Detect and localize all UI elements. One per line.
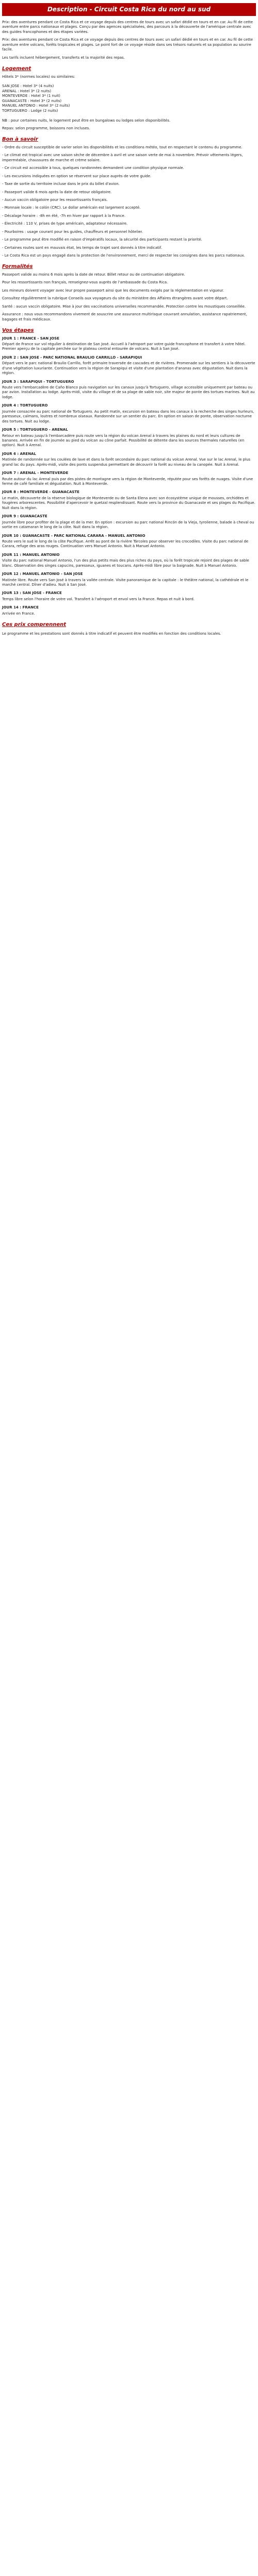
- list-item: Assurance : nous vous recommandons vivement de souscrire une assurance multirisque couvrant annulation, assistance rapatriement, bagages et frais médicaux.: [2, 312, 247, 321]
- day-item: [2, 605, 256, 616]
- day-item: [2, 471, 256, 486]
- intro-paragraph: Les tarifs incluent hébergement, transferts et la majorité des repas.: [2, 55, 125, 60]
- day-list: [2, 336, 256, 617]
- day-title: JOUR 4 : TORTUGUERO: [2, 403, 48, 408]
- day-title: JOUR 6 : ARENAL: [2, 451, 36, 456]
- day-item: [2, 553, 256, 568]
- formalites-list: [2, 273, 256, 322]
- day-text: Journée consacrée au parc national de Tortuguero. Au petit matin, excursion en bateau dans les canaux à la recherche des singes hurleurs, paresseux, caïmans, loutres et nombreux oiseaux. Randonnée sur un sentier du parc. En option en saison de ponte, observation nocturne des tortues. Nuit au lodge.: [2, 409, 254, 423]
- section-programme: [2, 327, 256, 616]
- list-item: Les mineurs doivent voyager avec leur propre passeport ainsi que les documents exigés par la réglementation en vigueur.: [2, 288, 224, 293]
- day-item: [2, 355, 256, 376]
- day-item: [2, 572, 256, 587]
- section-heading: Logement: [2, 66, 31, 72]
- section-heading: Formalités: [2, 264, 33, 270]
- list-item: - Certaines routes sont en mauvais état, les temps de trajet sont donnés à titre indicatif.: [2, 245, 162, 250]
- day-text: Route vers le sud le long de la côte Pacifique. Arrêt au pont de la rivière Tárcoles pour observer les crocodiles. Visite du parc national de Carara, refuge des aras rouges. Continuation vers Manuel Antonio. Nuit à Manuel Antonio.: [2, 539, 249, 549]
- day-item: [2, 403, 256, 424]
- list-item: - Taxe de sortie du territoire incluse dans le prix du billet d'avion.: [2, 182, 120, 187]
- day-text: Route vers l'embarcadère de Caño Blanco puis navigation sur les canaux jusqu'à Tortuguero, village accessible uniquement par bateau ou par avion. Installation au lodge. Après-midi, visite du village et de sa plage de sable noir, site majeur de ponte des tortues marines. Nuit au lodge.: [2, 385, 255, 399]
- day-title: JOUR 11 : MANUEL ANTONIO: [2, 552, 60, 557]
- list-item: - Le climat est tropical avec une saison sèche de décembre à avril et une saison verte de mai à novembre. Prévoir vêtements légers, imperméable, chaussures de marche et crème solaire.: [2, 153, 243, 162]
- list-item: Consultez régulièrement la rubrique Conseils aux voyageurs du site du ministère des Affaires étrangères avant votre départ.: [2, 296, 228, 301]
- day-item: [2, 490, 256, 511]
- day-title: JOUR 2 : SAN JOSE - PARC NATIONAL BRAULIO CARRILLO - SARAPIQUI: [2, 355, 142, 360]
- day-title: JOUR 5 : TORTUGUERO - ARENAL: [2, 428, 68, 432]
- list-item: - Ce circuit est accessible à tous, quelques randonnées demandent une condition physique normale.: [2, 166, 184, 171]
- day-item: [2, 452, 256, 467]
- list-item: - Pourboires : usage courant pour les guides, chauffeurs et personnel hôtelier.: [2, 229, 143, 234]
- list-item: Pour les ressortissants non français, renseignez-vous auprès de l'ambassade du Costa Rica.: [2, 280, 168, 285]
- list-item: - Passeport valide 6 mois après la date de retour obligatoire.: [2, 190, 112, 194]
- day-text: Arrivée en France.: [2, 611, 35, 616]
- day-text: Route autour du lac Arenal puis par des pistes de montagne vers la région de Monteverde, réputée pour ses forêts de nuages. Visite d'une ferme de café familiale et dégustation. Nuit à Monteverde.: [2, 477, 253, 486]
- section-logement: [2, 65, 256, 131]
- day-text: Départ de France sur vol régulier à destination de San José. Accueil à l'aéroport par votre guide francophone et transfert à votre hôtel. Premier aperçu de la capitale perchée sur le plateau central entourée de volcans. Nuit à San José.: [2, 342, 246, 351]
- bon-a-savoir-list: [2, 145, 256, 259]
- list-item: - Aucun vaccin obligatoire pour les ressortissants français.: [2, 197, 108, 202]
- section-heading: Vos étapes: [2, 328, 34, 333]
- logement-extra: Repas: selon programme, boissons non incluses.: [2, 126, 90, 130]
- page: [0, 3, 258, 650]
- section-heading: Ces prix comprennent: [2, 622, 67, 628]
- list-item: Santé : aucun vaccin obligatoire. Mise à jour des vaccinations universelles recommandée. Protection contre les moustiques conseillée.: [2, 304, 246, 309]
- intro-paragraph: Prix: des aventures pendant ce Costa Rica et ce voyage depuis des centres de tours avec un safari dédié en tours et en car. Au fil de cette aventure entre volcans, forêts tropicales et plages. Le point fort de ce voyage réside dans ses trésors naturels et sa population au sourire facile.: [2, 38, 253, 52]
- day-item: [2, 534, 256, 549]
- day-text: Retour en bateau jusqu'à l'embarcadère puis route vers la région du volcan Arenal à travers les plaines du nord et leurs cultures de bananes. Arrivée en fin de journée au pied du volcan au cône parfait. Possibilité de détente dans les sources thermales naturelles (en option). Nuit à Arenal.: [2, 433, 245, 448]
- day-item: [2, 591, 256, 602]
- footer-text: Le programme et les prestations sont donnés à titre indicatif et peuvent être modifiés en fonction des conditions locales.: [2, 631, 221, 636]
- page-title: Description - Circuit Costa Rica du nord au sud: [2, 3, 256, 16]
- day-title: JOUR 9 : GUANACASTE: [2, 514, 47, 519]
- intro: [2, 20, 256, 60]
- list-item: Passeport valide au moins 6 mois après la date de retour. Billet retour ou de continuation obligatoire.: [2, 272, 185, 277]
- day-item: [2, 514, 256, 530]
- section-heading: Bon à savoir: [2, 137, 38, 143]
- list-item: - Ordre du circuit susceptible de varier selon les disponibilités et les conditions météo, tout en respectant le contenu du programme.: [2, 145, 243, 149]
- list-item: - Les excursions indiquées en option se réservent sur place auprès de votre guide.: [2, 174, 152, 178]
- day-text: Matinée libre. Route vers San José à travers la vallée centrale. Visite panoramique de la capitale : le théâtre national, la cathédrale et le marché central. Dîner d'adieu. Nuit à San José.: [2, 578, 249, 587]
- list-item: - Monnaie locale : le colón (CRC). Le dollar américain est largement accepté.: [2, 206, 141, 210]
- day-text: Le matin, découverte de la réserve biologique de Monteverde ou de Santa Elena avec son écosystème unique de mousses, orchidées et fougères arborescentes. Possibilité d'apercevoir le quetzal resplendissant. Route vers la province du Guanacaste et ses plages du Pacifique. Nuit dans la région.: [2, 496, 255, 510]
- section-footer: [2, 621, 256, 636]
- section-formalites: [2, 263, 256, 322]
- day-item: [2, 336, 256, 352]
- section-bon-a-savoir: [2, 136, 256, 258]
- list-item: - Électricité : 110 V, prises de type américain, adaptateur nécessaire.: [2, 222, 128, 226]
- day-title: JOUR 14 : FRANCE: [2, 605, 39, 610]
- day-text: Matinée de randonnée sur les coulées de lave et dans la forêt secondaire du parc national du volcan Arenal. Vue sur le lac Arenal, le plus grand lac du pays. Après-midi, visite des ponts suspendus permettant de découvrir la forêt au niveau de la canopée. Nuit à Arenal.: [2, 457, 251, 467]
- day-text: Départ vers le parc national Braulio Carrillo, forêt primaire traversée de cascades et de rivières. Promenade sur les sentiers à la découverte d'une végétation luxuriante. Continuation vers la région de Sarapiqui et visite d'une plantation d'ananas avec dégustation. Nuit dans la région.: [2, 361, 255, 376]
- day-text: Temps libre selon l'horaire de votre vol. Transfert à l'aéroport et envol vers la France. Repas et nuit à bord.: [2, 597, 195, 601]
- list-item: - Le Costa Rica est un pays engagé dans la protection de l'environnement, merci de respecter les consignes dans les parcs nationaux.: [2, 253, 245, 258]
- intro-paragraph: Prix: des aventures pendant ce Costa Rica et ce voyage depuis des centres de tours avec un safari dédié en tours et en car. Au fil de cette aventure entre parcs nationaux et plages. Conçu par des agences spécialisées, des parcours à la découverte de l'amérique centrale avec des guides francophones et des étapes variées.: [2, 20, 253, 34]
- day-text: Visite du parc national Manuel Antonio, l'un des plus petits mais des plus riches du pays, où la forêt tropicale rejoint des plages de sable blanc. Observation des singes capucins, paresseux, iguanes et toucans. Après-midi libre pour la baignade. Nuit à Manuel Antonio.: [2, 558, 249, 568]
- list-item: - Décalage horaire : -8h en été, -7h en hiver par rapport à la France.: [2, 213, 125, 218]
- day-title: JOUR 12 : MANUEL ANTONIO - SAN JOSE: [2, 572, 83, 577]
- day-title: JOUR 3 : SARAPIQUI - TORTUGUERO: [2, 379, 74, 384]
- day-title: JOUR 8 : MONTEVERDE - GUANACASTE: [2, 490, 79, 495]
- day-title: JOUR 1 : FRANCE - SAN JOSE: [2, 336, 59, 341]
- day-title: JOUR 10 : GUANACASTE - PARC NATIONAL CARARA - MANUEL ANTONIO: [2, 533, 146, 538]
- list-item: - Le programme peut être modifié en raison d'impératifs locaux, la sécurité des participants restant la priorité.: [2, 238, 202, 242]
- day-text: Journée libre pour profiter de la plage et de la mer. En option : excursion au parc national Rincón de la Vieja, tyrolienne, balade à cheval ou sortie en catamaran le long de la côte. Nuit dans la région.: [2, 520, 254, 530]
- day-title: JOUR 7 : ARENAL - MONTEVERDE: [2, 471, 69, 476]
- day-item: [2, 380, 256, 400]
- day-item: [2, 428, 256, 448]
- logement-text: Hôtels 3* (normes locales) ou similaires: SAN JOSE : Hotel 3* (4 nuits) ARENAL : Hotel 3* (2 nuits) MONTEVERDE : Hotel 3* (1 nuit) GUANACASTE : Hotel 3* (2 nuits) MANUEL ANTONIO : Hotel 3* (2 nuits) TORTUGUERO : Lodge (2 nuits) NB : pour certaines nuits, le logement peut être en bungalows ou lodges selon disponibilités.: [2, 74, 171, 123]
- day-title: JOUR 13 : SAN JOSE - FRANCE: [2, 591, 62, 596]
